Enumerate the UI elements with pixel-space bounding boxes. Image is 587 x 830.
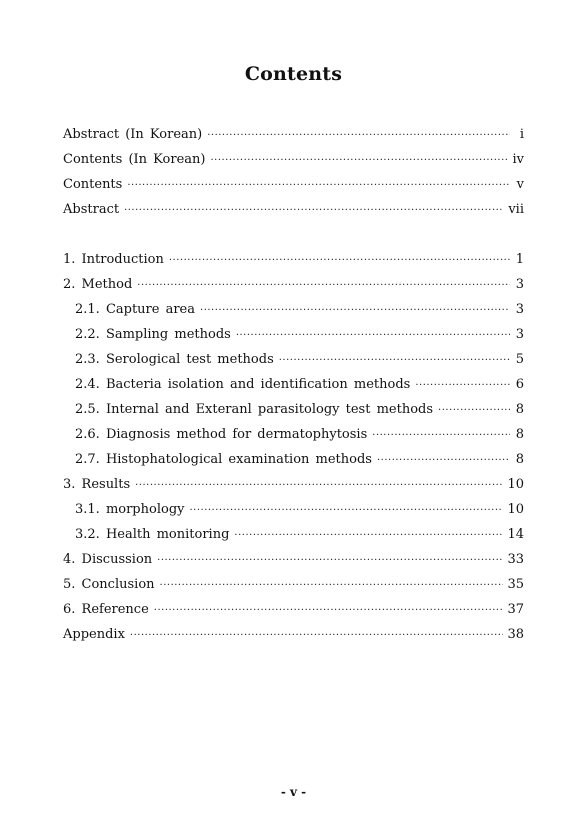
toc-entry-title: 2.7. Histophatological examination methods xyxy=(75,452,372,467)
toc-entry-page: 14 xyxy=(507,527,524,542)
toc-entry[interactable] xyxy=(63,147,524,172)
toc-entry-page: vii xyxy=(508,202,524,217)
toc-entry-title: 2.5. Internal and Exteranl parasitology test methods xyxy=(75,402,434,417)
toc-entry-title: Abstract (In Korean) xyxy=(63,127,203,142)
toc-entry[interactable] xyxy=(63,122,524,147)
toc-entry-page: 38 xyxy=(507,627,524,642)
toc-entry-title: 1. Introduction xyxy=(63,252,164,267)
dot-leader xyxy=(124,198,504,223)
dot-leader xyxy=(200,298,510,323)
dot-leader xyxy=(137,273,510,298)
dot-leader xyxy=(169,248,510,273)
dot-leader xyxy=(438,398,510,423)
toc-entry[interactable] xyxy=(63,597,524,622)
dot-leader xyxy=(415,373,510,398)
dot-leader xyxy=(135,473,503,498)
toc-body xyxy=(63,247,524,647)
dot-leader xyxy=(210,148,508,173)
toc-entry-page: iv xyxy=(512,152,524,167)
toc-entry[interactable] xyxy=(63,247,524,272)
toc-entry-page: 10 xyxy=(507,502,524,517)
toc-entry-title: 6. Reference xyxy=(63,602,149,617)
toc-entry[interactable] xyxy=(63,622,524,647)
toc-subentry[interactable] xyxy=(63,522,524,547)
toc-entry-title: Contents (In Korean) xyxy=(63,152,206,167)
toc-entry-page: 3 xyxy=(515,327,524,342)
toc-entry-page: 1 xyxy=(515,252,524,267)
toc-entry-page: 3 xyxy=(515,302,524,317)
toc-subentry[interactable] xyxy=(63,347,524,372)
toc-subentry[interactable] xyxy=(63,372,524,397)
toc-entry-title: 2.3. Serological test methods xyxy=(75,352,274,367)
dot-leader xyxy=(207,123,510,148)
dot-leader xyxy=(157,548,503,573)
dot-leader xyxy=(127,173,510,198)
toc-entry-page: 8 xyxy=(515,452,524,467)
toc-entry-title: 2. Method xyxy=(63,277,133,292)
toc-entry[interactable] xyxy=(63,472,524,497)
dot-leader xyxy=(377,448,510,473)
toc-entry-title: Abstract xyxy=(63,202,120,217)
dot-leader xyxy=(234,523,503,548)
toc-entry-page: 10 xyxy=(507,477,524,492)
toc-entry[interactable] xyxy=(63,172,524,197)
toc-entry-title: 3.2. Health monitoring xyxy=(75,527,230,542)
toc-entry-page: v xyxy=(516,177,524,192)
toc-subentry[interactable] xyxy=(63,322,524,347)
toc-subentry[interactable] xyxy=(63,297,524,322)
toc-entry-page: 8 xyxy=(515,427,524,442)
toc-subentry[interactable] xyxy=(63,397,524,422)
page-number-footer: - v - xyxy=(280,785,307,799)
dot-leader xyxy=(130,623,504,648)
toc-entry-title: Contents xyxy=(63,177,123,192)
dot-leader xyxy=(279,348,510,373)
toc-entry-page: 37 xyxy=(507,602,524,617)
toc-entry-page: 6 xyxy=(515,377,524,392)
toc-entry-page: i xyxy=(519,127,524,142)
toc-entry-title: 4. Discussion xyxy=(63,552,153,567)
page-title: Contents xyxy=(244,63,343,85)
dot-leader xyxy=(372,423,510,448)
toc-entry-title: 2.2. Sampling methods xyxy=(75,327,231,342)
dot-leader xyxy=(236,323,510,348)
dot-leader xyxy=(189,498,503,523)
toc-entry[interactable] xyxy=(63,272,524,297)
toc-entry-title: 3. Results xyxy=(63,477,131,492)
toc-subentry[interactable] xyxy=(63,447,524,472)
toc-entry-title: Appendix xyxy=(63,627,125,642)
toc-front-matter xyxy=(63,122,524,222)
toc-entry-title: 3.1. morphology xyxy=(75,502,185,517)
toc-entry[interactable] xyxy=(63,547,524,572)
toc-entry-title: 5. Conclusion xyxy=(63,577,155,592)
toc-subentry[interactable] xyxy=(63,497,524,522)
toc-entry-page: 5 xyxy=(515,352,524,367)
toc-entry-page: 35 xyxy=(507,577,524,592)
toc-entry-page: 8 xyxy=(515,402,524,417)
dot-leader xyxy=(154,598,504,623)
toc-entry-page: 33 xyxy=(507,552,524,567)
toc-entry[interactable] xyxy=(63,572,524,597)
toc-entry-title: 2.1. Capture area xyxy=(75,302,196,317)
toc-entry-title: 2.6. Diagnosis method for dermatophytosis xyxy=(75,427,368,442)
toc-subentry[interactable] xyxy=(63,422,524,447)
toc-entry-page: 3 xyxy=(515,277,524,292)
dot-leader xyxy=(160,573,504,598)
toc-entry[interactable] xyxy=(63,197,524,222)
toc-entry-title: 2.4. Bacteria isolation and identification methods xyxy=(75,377,411,392)
